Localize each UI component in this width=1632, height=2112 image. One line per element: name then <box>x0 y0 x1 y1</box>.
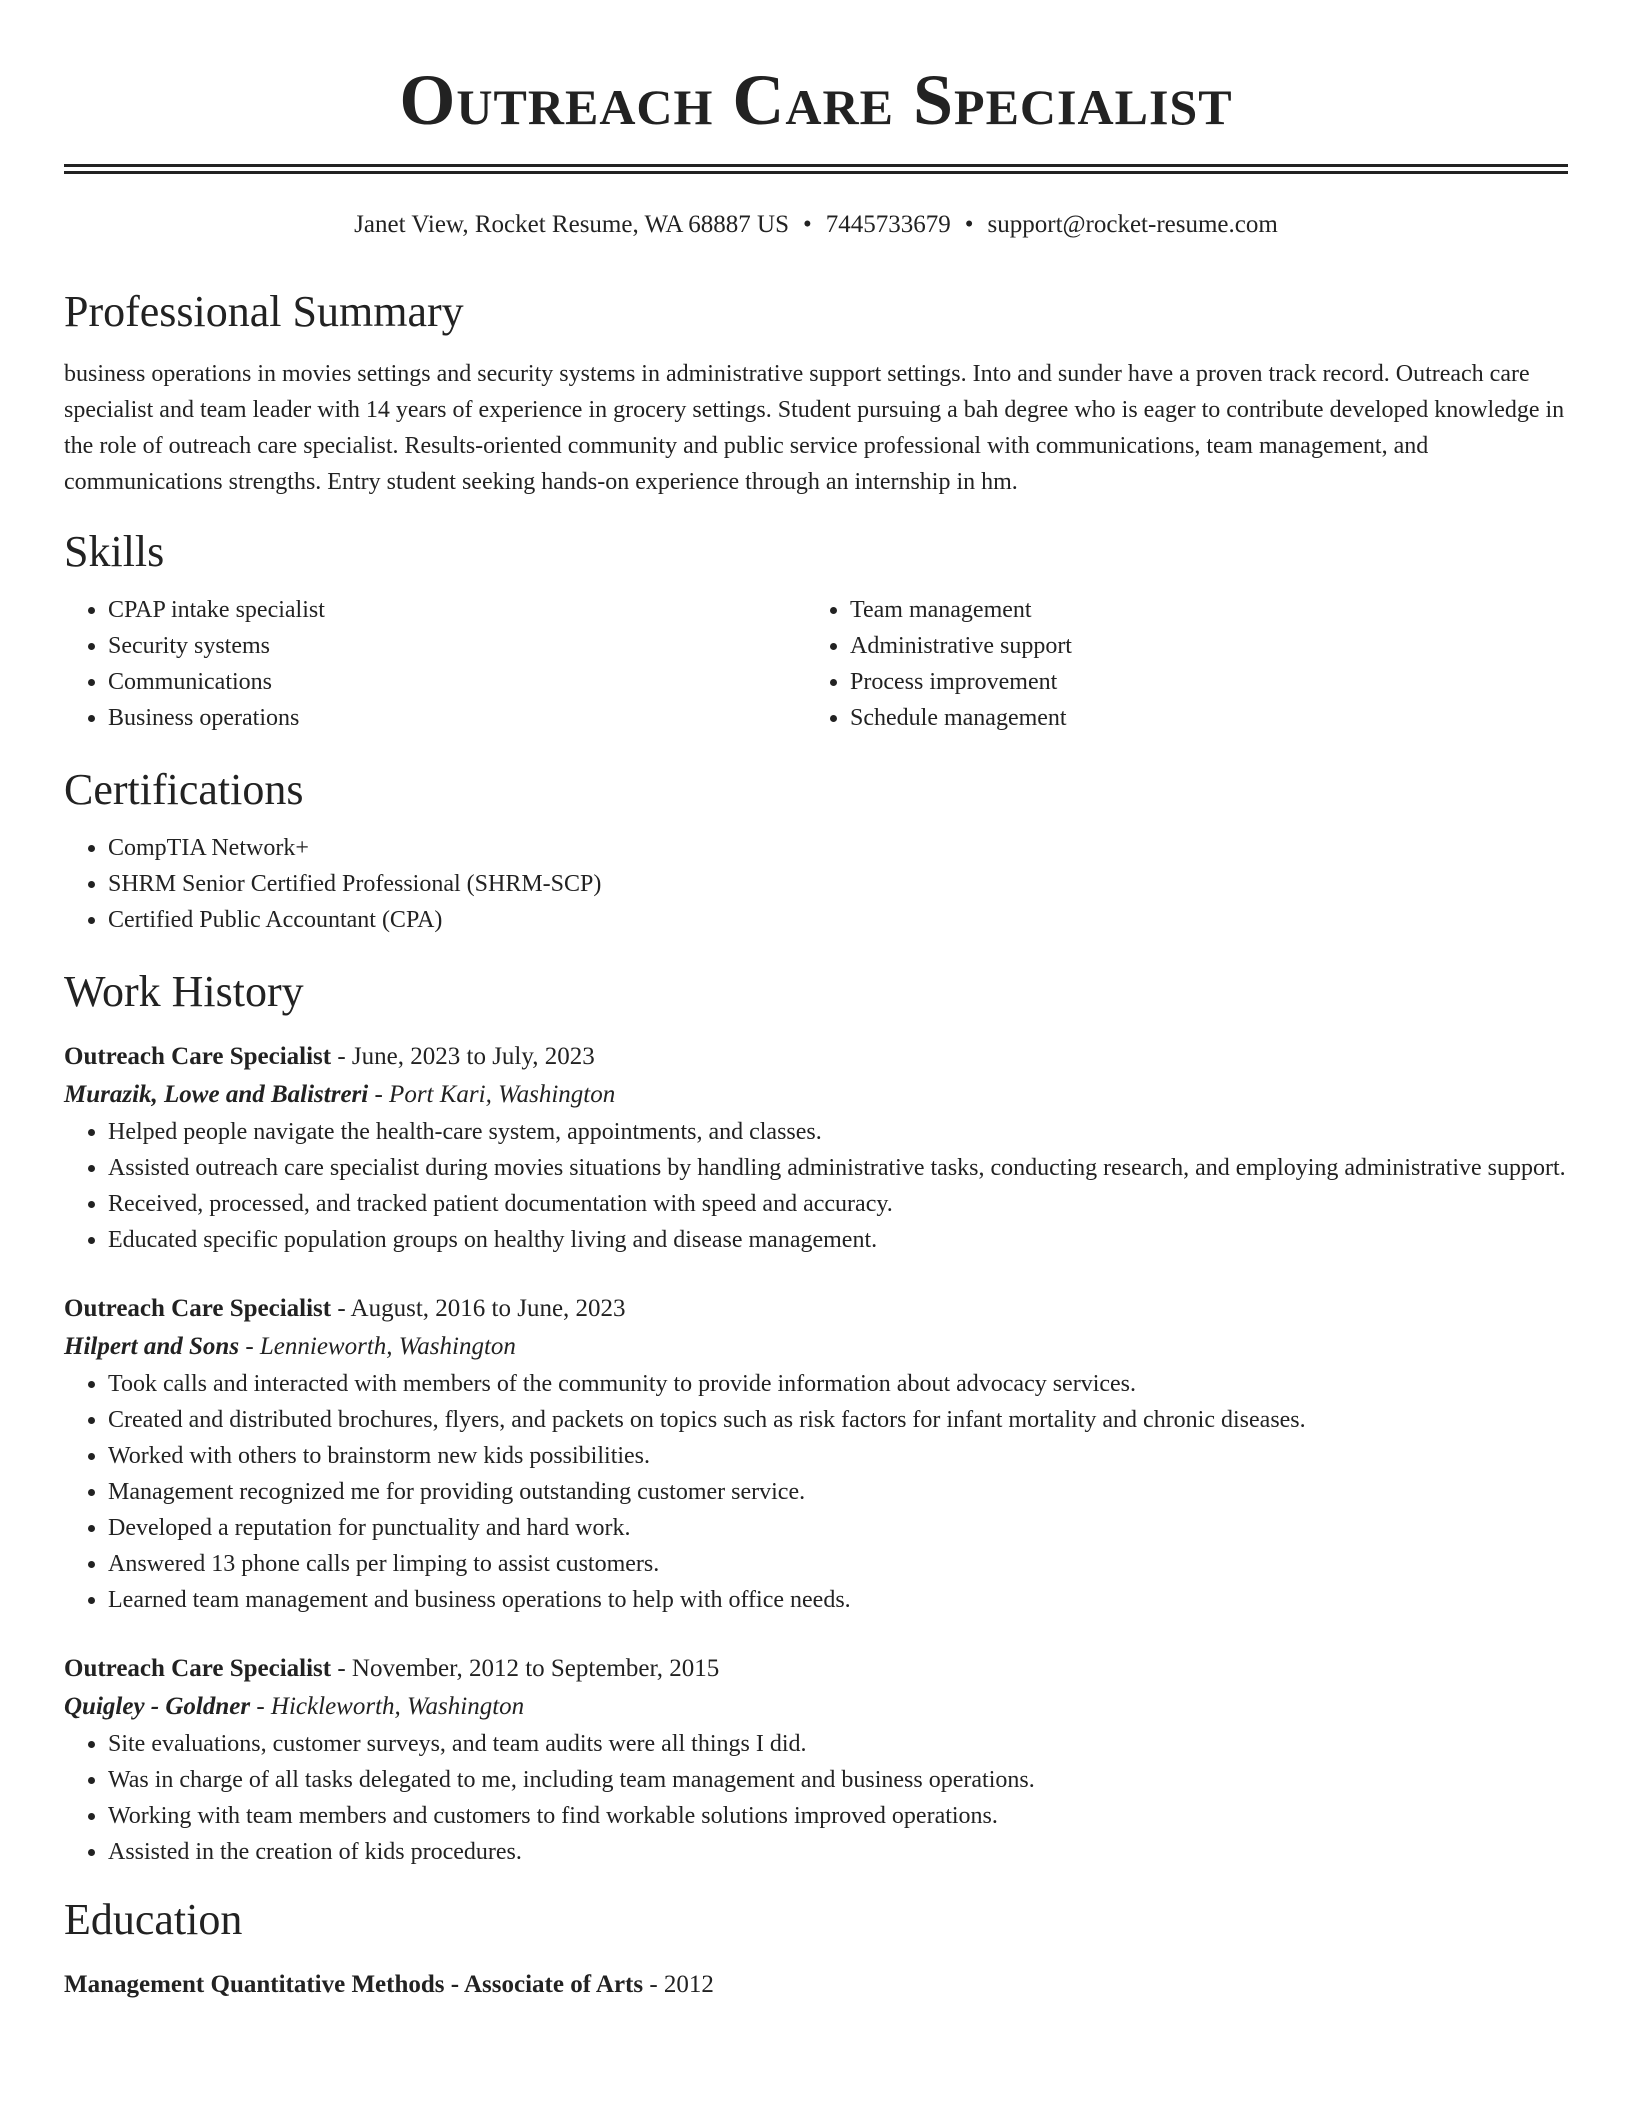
job-title: Outreach Care Specialist <box>64 1295 332 1322</box>
job-bullet: • Helped people navigate the health-care system, appointments, and classes. <box>108 1114 1568 1150</box>
education-year: - 2012 <box>649 1971 714 1998</box>
job-bullet: • Worked with others to brainstorm new kids possibilities. <box>108 1438 1568 1474</box>
job-bullet: • Was in charge of all tasks delegated to me, including team management and business operations. <box>108 1762 1568 1798</box>
job-title-line <box>64 1290 1568 1328</box>
job-bullet: • Management recognized me for providing outstanding customer service. <box>108 1474 1568 1510</box>
job-bullet: • Created and distributed brochures, flyers, and packets on topics such as risk factors for infant mortality and chronic diseases. <box>108 1402 1568 1438</box>
job-bullet: • Answered 13 phone calls per limping to assist customers. <box>108 1546 1568 1582</box>
job-bullet: • Learned team management and business operations to help with office needs. <box>108 1582 1568 1618</box>
certification-item: • Certified Public Accountant (CPA) <box>108 902 1568 938</box>
job-company: Murazik, Lowe and Balistreri <box>64 1081 369 1108</box>
job-company-line <box>64 1076 1568 1114</box>
certifications-heading: Certifications <box>64 765 304 814</box>
job-title-line <box>64 1650 1568 1688</box>
job-entry <box>64 1038 1568 1258</box>
job-company: Quigley - Goldner <box>64 1693 251 1720</box>
job-title-line <box>64 1038 1568 1076</box>
skills-grid <box>64 592 1568 736</box>
skills-heading: Skills <box>64 527 165 576</box>
job-bullet: • Assisted outreach care specialist during movies situations by handling administrative tasks, conducting research, and employing administrative support. <box>108 1150 1568 1186</box>
job-bullet: • Working with team members and customers to find workable solutions improved operations. <box>108 1798 1568 1834</box>
skill-item: • Security systems <box>108 628 806 664</box>
job-dates: - November, 2012 to September, 2015 <box>337 1655 720 1682</box>
job-location: - Port Kari, Washington <box>374 1081 616 1108</box>
education-section <box>64 1894 1568 2004</box>
job-bullet: • Educated specific population groups on healthy living and disease management. <box>108 1222 1568 1258</box>
skill-item: • Process improvement <box>850 664 1548 700</box>
job-title: Outreach Care Specialist <box>64 1043 332 1070</box>
skills-section <box>64 526 1568 736</box>
job-bullet: • Developed a reputation for punctuality and hard work. <box>108 1510 1568 1546</box>
job-bullet: • Assisted in the creation of kids procedures. <box>108 1834 1568 1870</box>
job-bullet: • Received, processed, and tracked patient documentation with speed and accuracy. <box>108 1186 1568 1222</box>
job-dates: - August, 2016 to June, 2023 <box>337 1295 626 1322</box>
job-company-line <box>64 1328 1568 1366</box>
education-entry <box>64 1966 1568 2004</box>
summary-text: business operations in movies settings and security systems in administrative support settings. Into and sunder have a proven track record. Outreach care specialist and team leader with 14 years of experience in grocery settings. Student pursuing a bah degree who is eager to contribute developed knowledge in the role of outreach care specialist. Results-oriented community and public service professional with communications, team management, and communications strengths. Entry student seeking hands-on experience through an internship in hm. <box>64 361 1565 495</box>
page-title: Outreach Care Specialist <box>399 60 1233 140</box>
contact-line <box>64 208 1568 242</box>
job-bullet: • Site evaluations, customer surveys, and team audits were all things I did. <box>108 1726 1568 1762</box>
contact-separator: • <box>964 211 974 238</box>
job-entry <box>64 1650 1568 1870</box>
skill-item: • Business operations <box>108 700 806 736</box>
skill-item: • Administrative support <box>850 628 1548 664</box>
work-history-section <box>64 966 1568 1870</box>
education-degree: Management Quantitative Methods - Associate of Arts <box>64 1971 644 1998</box>
certification-item: • CompTIA Network+ <box>108 830 1568 866</box>
job-location: - Lennieworth, Washington <box>245 1333 516 1360</box>
job-company-line <box>64 1688 1568 1726</box>
title-double-rule <box>64 164 1568 174</box>
job-title: Outreach Care Specialist <box>64 1655 332 1682</box>
job-dates: - June, 2023 to July, 2023 <box>337 1043 595 1070</box>
certification-item: • SHRM Senior Certified Professional (SHRM-SCP) <box>108 866 1568 902</box>
skills-column-left <box>64 592 806 736</box>
education-heading: Education <box>64 1895 243 1944</box>
skill-item: • Team management <box>850 592 1548 628</box>
contact-separator: • <box>802 211 812 238</box>
contact-phone: 7445733679 <box>825 211 951 238</box>
skill-item: • CPAP intake specialist <box>108 592 806 628</box>
summary-heading: Professional Summary <box>64 287 464 336</box>
work-history-heading: Work History <box>64 967 304 1016</box>
skill-item: • Schedule management <box>850 700 1548 736</box>
contact-email: support@rocket-resume.com <box>987 211 1278 238</box>
job-company: Hilpert and Sons <box>64 1333 240 1360</box>
contact-address: Janet View, Rocket Resume, WA 68887 US <box>354 211 789 238</box>
certifications-section <box>64 764 1568 938</box>
job-location: - Hickleworth, Washington <box>256 1693 525 1720</box>
summary-section <box>64 286 1568 500</box>
job-bullet: • Took calls and interacted with members of the community to provide information about advocacy services. <box>108 1366 1568 1402</box>
skills-column-right <box>806 592 1548 736</box>
job-entry <box>64 1290 1568 1618</box>
skill-item: • Communications <box>108 664 806 700</box>
resume-content <box>64 0 1568 2004</box>
